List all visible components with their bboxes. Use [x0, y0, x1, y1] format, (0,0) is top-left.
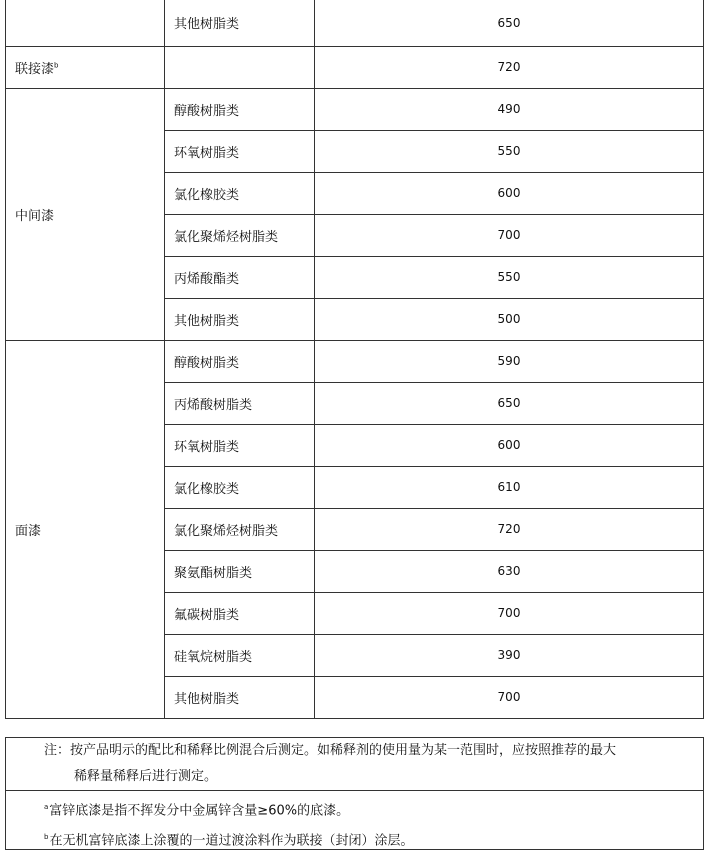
resin-type-cell: 醇酸树脂类	[165, 340, 315, 382]
resin-type-cell: 环氧树脂类	[165, 130, 315, 172]
limit-value-cell: 720	[315, 508, 704, 550]
footnote-marker: b	[44, 833, 49, 842]
limit-value-cell: 700	[315, 214, 704, 256]
note-line: 注：按产品明示的配比和稀释比例混合后测定。如稀释剂的使用量为某一范围时，应按照推荐的最大	[44, 743, 617, 758]
footnote-a	[44, 794, 703, 824]
resin-type-cell: 氯化橡胶类	[165, 466, 315, 508]
table-row	[6, 88, 704, 130]
limit-value-cell: 600	[315, 172, 704, 214]
resin-type-cell: 醇酸树脂类	[165, 88, 315, 130]
limit-value-cell: 700	[315, 592, 704, 634]
resin-type-cell: 氯化聚烯烃树脂类	[165, 508, 315, 550]
category-cell	[6, 46, 165, 88]
footnote-text: 富锌底漆是指不挥发分中金属锌含量≥60%的底漆。	[49, 803, 350, 819]
resin-type-cell: 其他树脂类	[165, 0, 315, 46]
resin-type-cell: 氯化橡胶类	[165, 172, 315, 214]
resin-type-cell: 其他树脂类	[165, 676, 315, 718]
resin-type-cell: 聚氨酯树脂类	[165, 550, 315, 592]
category-cell: 面漆	[6, 340, 165, 718]
footnote-marker: b	[54, 61, 59, 70]
table-row	[6, 46, 704, 88]
limit-value-cell: 720	[315, 46, 704, 88]
limit-value-cell: 390	[315, 634, 704, 676]
resin-type-cell: 丙烯酸树脂类	[165, 382, 315, 424]
table-row	[6, 0, 704, 46]
footnote-b	[44, 824, 703, 854]
limit-value-cell: 630	[315, 550, 704, 592]
footnote-marker: a	[44, 803, 49, 811]
resin-type-cell: 其他树脂类	[165, 298, 315, 340]
resin-type-cell	[165, 46, 315, 88]
voc-limits-table	[5, 0, 704, 719]
category-cell	[6, 0, 165, 46]
note-line: 稀释量稀释后进行测定。	[74, 769, 218, 784]
category-cell: 中间漆	[6, 88, 165, 340]
limit-value-cell: 700	[315, 676, 704, 718]
footnote-text: 在无机富锌底漆上涂覆的一道过渡涂料作为联接（封闭）涂层。	[49, 833, 414, 849]
limit-value-cell: 590	[315, 340, 704, 382]
table-row	[6, 340, 704, 382]
resin-type-cell: 氯化聚烯烃树脂类	[165, 214, 315, 256]
resin-type-cell: 硅氧烷树脂类	[165, 634, 315, 676]
limit-value-cell: 550	[315, 256, 704, 298]
table-note	[5, 737, 704, 791]
category-label: 联接漆	[15, 61, 55, 77]
limit-value-cell: 500	[315, 298, 704, 340]
limit-value-cell: 610	[315, 466, 704, 508]
resin-type-cell: 丙烯酸酯类	[165, 256, 315, 298]
resin-type-cell: 氟碳树脂类	[165, 592, 315, 634]
resin-type-cell: 环氧树脂类	[165, 424, 315, 466]
limit-value-cell: 650	[315, 382, 704, 424]
footnotes	[5, 790, 704, 850]
limit-value-cell: 600	[315, 424, 704, 466]
limit-value-cell: 650	[315, 0, 704, 46]
limit-value-cell: 490	[315, 88, 704, 130]
limit-value-cell: 550	[315, 130, 704, 172]
